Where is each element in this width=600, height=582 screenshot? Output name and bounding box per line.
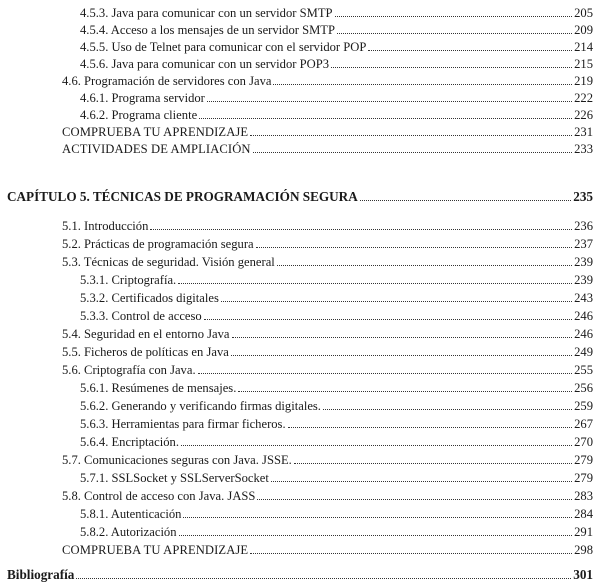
dot-leader (238, 391, 572, 392)
toc-entry-label: 5.3.3. Control de acceso (80, 309, 202, 323)
toc-entry-4-5-3 (80, 2, 593, 20)
toc-page-number: 219 (574, 74, 593, 88)
toc-page-number: 215 (574, 57, 593, 71)
bibliography-entry (7, 564, 593, 582)
dot-leader (150, 229, 572, 230)
toc-page-number: 205 (574, 6, 593, 20)
toc-page-number: 246 (574, 327, 593, 341)
toc-page-number: 283 (574, 489, 593, 503)
toc-entry-5-6-3 (80, 413, 593, 431)
toc-page-number: 279 (574, 471, 593, 485)
toc-entry-label: 5.3.1. Criptografía. (80, 273, 177, 287)
toc-entry-5-5 (62, 341, 593, 359)
toc-entry-5-6-2 (80, 395, 593, 413)
toc-entry-4-6-2 (80, 104, 593, 122)
dot-leader (250, 553, 572, 554)
toc-entry-5-6 (62, 359, 593, 377)
dot-leader (256, 247, 572, 248)
toc-entry-label: 5.4. Seguridad en el entorno Java (62, 327, 230, 341)
toc-page-number: 298 (574, 543, 593, 557)
dot-leader (331, 67, 572, 68)
toc-entry-label: 4.5.4. Acceso a los mensajes de un servidor SMTP (80, 23, 335, 37)
toc-entry-4-5-5 (80, 36, 593, 54)
toc-entry-label: ACTIVIDADES DE AMPLIACIÓN (62, 142, 251, 156)
toc-entry-5-7-1 (80, 467, 593, 485)
toc-page-number: 270 (574, 435, 593, 449)
toc-page-number: 249 (574, 345, 593, 359)
toc-entry-4-6-1 (80, 87, 593, 105)
dot-leader (288, 427, 573, 428)
dot-leader (198, 373, 573, 374)
toc-entry-5-7 (62, 449, 593, 467)
toc-entry-5-4 (62, 323, 593, 341)
toc-entry-comprueba-4 (62, 121, 593, 139)
toc-entry-label: 4.6.2. Programa cliente (80, 108, 198, 122)
toc-entry-label: 4.5.6. Java para comunicar con un servidor POP3 (80, 57, 330, 71)
toc-page-number: 301 (573, 567, 593, 582)
toc-page-number: 222 (574, 91, 593, 105)
toc-page-number: 279 (574, 453, 593, 467)
toc-page-number: 235 (573, 189, 593, 204)
toc-entry-5-6-1 (80, 377, 593, 395)
toc-entry-5-3-1 (80, 269, 593, 287)
dot-leader (231, 355, 572, 356)
toc-page-number: 233 (574, 142, 593, 156)
toc-entry-label: 5.6.2. Generando y verificando firmas digitales. (80, 399, 321, 413)
dot-leader (277, 265, 572, 266)
toc-entry-label: 5.6. Criptografía con Java. (62, 363, 196, 377)
toc-entry-label: 5.3. Técnicas de seguridad. Visión general (62, 255, 275, 269)
toc-entry-4-5-4 (80, 19, 593, 37)
dot-leader (368, 50, 572, 51)
toc-entry-5-3-2 (80, 287, 593, 305)
dot-leader (204, 319, 572, 320)
toc-entry-comprueba-5 (62, 539, 593, 557)
toc-entry-5-8 (62, 485, 593, 503)
toc-entry-label: 4.5.3. Java para comunicar con un servidor SMTP (80, 6, 333, 20)
toc-page-number: 267 (574, 417, 593, 431)
dot-leader (335, 16, 573, 17)
toc-entry-label: 5.7. Comunicaciones seguras con Java. JSSE. (62, 453, 292, 467)
dot-leader (271, 481, 572, 482)
dot-leader (199, 118, 572, 119)
toc-entry-label: 5.3.2. Certificados digitales (80, 291, 219, 305)
toc-entry-label: 5.6.1. Resúmenes de mensajes. (80, 381, 237, 395)
toc-entry-5-1 (62, 215, 593, 233)
toc-entry-label: 5.2. Prácticas de programación segura (62, 237, 254, 251)
chapter-title: CAPÍTULO 5. TÉCNICAS DE PROGRAMACIÓN SEGURA (7, 189, 358, 204)
toc-page-number: 226 (574, 108, 593, 122)
toc-page-number: 237 (574, 237, 593, 251)
toc-page-number: 239 (574, 255, 593, 269)
toc-page-number: 259 (574, 399, 593, 413)
dot-leader (250, 135, 572, 136)
toc-entry-label: 5.6.4. Encriptación. (80, 435, 179, 449)
toc-entry-5-3 (62, 251, 593, 269)
toc-entry-label: 5.8.2. Autorización (80, 525, 177, 539)
dot-leader (257, 499, 572, 500)
toc-entry-label: 5.8.1. Autenticación (80, 507, 182, 521)
toc-entry-label: 5.7.1. SSLSocket y SSLServerSocket (80, 471, 269, 485)
toc-page-number: 284 (574, 507, 593, 521)
toc-entry-5-2 (62, 233, 593, 251)
chapter-5-heading (7, 186, 593, 204)
dot-leader (178, 283, 572, 284)
dot-leader (294, 463, 572, 464)
toc-page-number: 243 (574, 291, 593, 305)
toc-entry-5-6-4 (80, 431, 593, 449)
toc-page-number: 291 (574, 525, 593, 539)
dot-leader (76, 578, 571, 579)
toc-page-number: 255 (574, 363, 593, 377)
toc-entry-label: 4.6. Programación de servidores con Java (62, 74, 272, 88)
toc-entry-5-8-2 (80, 521, 593, 539)
bibliography-label: Bibliografía (7, 567, 75, 582)
dot-leader (253, 152, 573, 153)
toc-page-number: 246 (574, 309, 593, 323)
toc-entry-label: 5.8. Control de acceso con Java. JASS (62, 489, 256, 503)
toc-entry-4-5-6 (80, 53, 593, 71)
dot-leader (360, 200, 571, 201)
toc-entry-5-3-3 (80, 305, 593, 323)
toc-page-number: 236 (574, 219, 593, 233)
toc-page-number: 256 (574, 381, 593, 395)
dot-leader (207, 101, 572, 102)
toc-page-number: 231 (574, 125, 593, 139)
toc-page-number: 239 (574, 273, 593, 287)
dot-leader (273, 84, 572, 85)
toc-entry-label: 5.6.3. Herramientas para firmar ficheros. (80, 417, 286, 431)
toc-entry-label: 4.6.1. Programa servidor (80, 91, 205, 105)
dot-leader (337, 33, 572, 34)
toc-entry-actividades-4 (62, 138, 593, 156)
dot-leader (221, 301, 572, 302)
toc-page-number: 214 (574, 40, 593, 54)
toc-entry-label: 4.5.5. Uso de Telnet para comunicar con el servidor POP (80, 40, 367, 54)
dot-leader (181, 445, 572, 446)
toc-entry-label: COMPRUEBA TU APRENDIZAJE (62, 125, 249, 139)
toc-entry-label: 5.1. Introducción (62, 219, 149, 233)
toc-entry-label: 5.5. Ficheros de políticas en Java (62, 345, 229, 359)
toc-page-number: 209 (574, 23, 593, 37)
dot-leader (183, 517, 572, 518)
toc-entry-5-8-1 (80, 503, 593, 521)
toc-entry-4-6 (62, 70, 593, 88)
dot-leader (179, 535, 573, 536)
dot-leader (323, 409, 572, 410)
toc-entry-label: COMPRUEBA TU APRENDIZAJE (62, 543, 249, 557)
dot-leader (232, 337, 573, 338)
